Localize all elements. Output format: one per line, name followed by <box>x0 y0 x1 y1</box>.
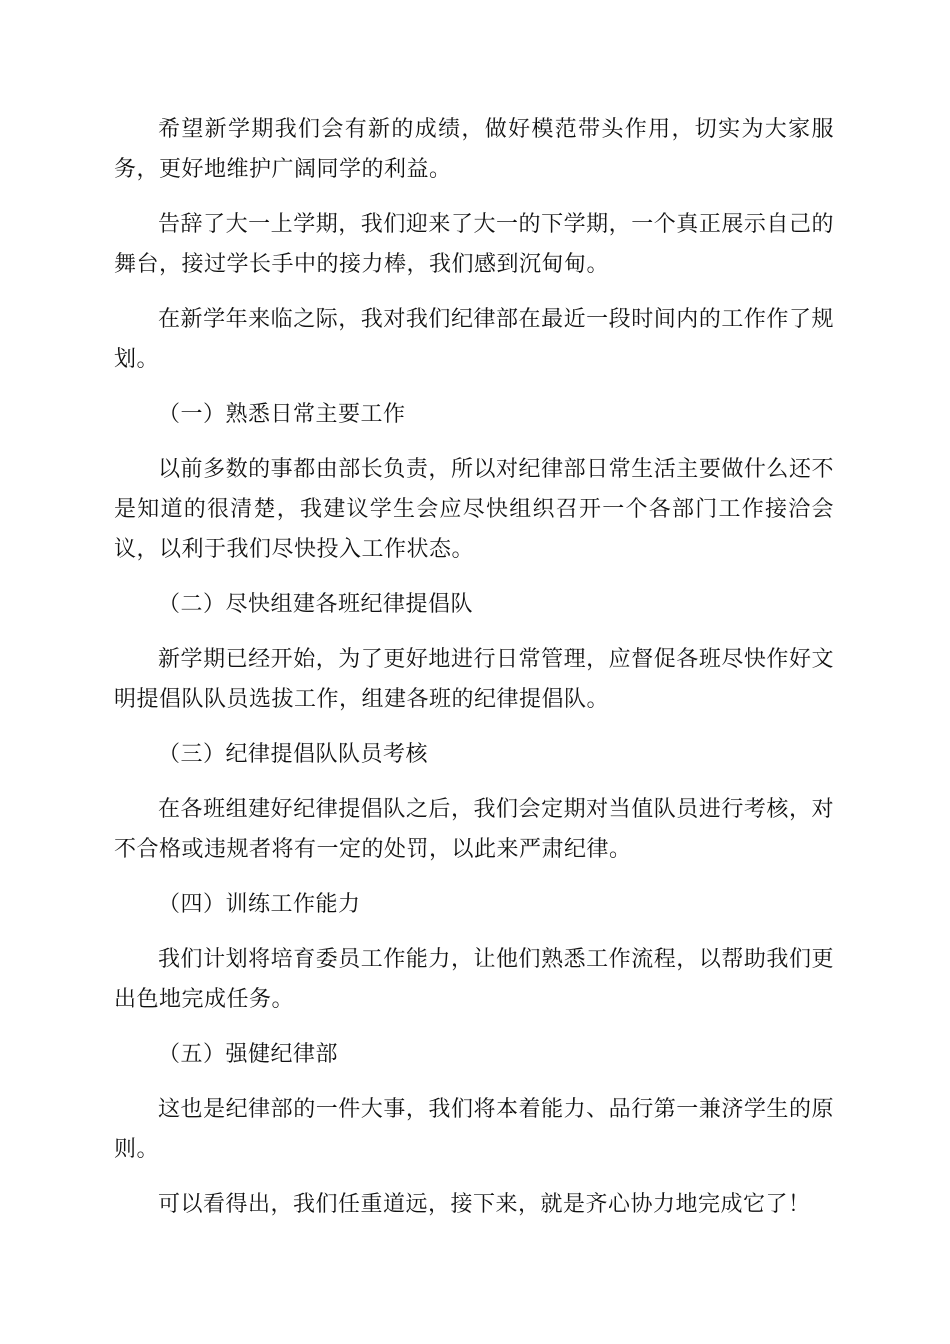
paragraph-9: 可以看得出，我们任重道远，接下来，就是齐心协力地完成它了！ <box>158 1192 811 1217</box>
paragraph-7: 我们计划将培育委员工作能力，让他们熟悉工作流程，以帮助我们更出色地完成任务。 <box>114 947 834 1012</box>
paragraph-4: 以前多数的事都由部长负责，所以对纪律部日常生活主要做什么还不是知道的很清楚，我建议学生会应尽快组织召开一个各部门工作接洽会议，以利于我们尽快投入工作状态。 <box>114 457 834 562</box>
section-heading-3: （三）纪律提倡队队员考核 <box>158 742 429 767</box>
paragraph-5: 新学期已经开始，为了更好地进行日常管理，应督促各班尽快作好文明提倡队队员选拔工作，组建各班的纪律提倡队。 <box>114 647 834 712</box>
section-heading-2: （二）尽快组建各班纪律提倡队 <box>158 592 474 617</box>
section-heading-1: （一）熟悉日常主要工作 <box>158 402 406 427</box>
paragraph-6: 在各班组建好纪律提倡队之后，我们会定期对当值队员进行考核，对不合格或违规者将有一定的处罚，以此来严肃纪律。 <box>114 797 834 862</box>
paragraph-3: 在新学年来临之际，我对我们纪律部在最近一段时间内的工作作了规划。 <box>114 307 834 372</box>
section-heading-5: （五）强健纪律部 <box>158 1042 339 1067</box>
paragraph-2: 告辞了大一上学期，我们迎来了大一的下学期，一个真正展示自己的舞台，接过学长手中的接力棒，我们感到沉甸甸。 <box>114 212 834 277</box>
paragraph-8: 这也是纪律部的一件大事，我们将本着能力、品行第一兼济学生的原则。 <box>114 1097 834 1162</box>
section-heading-4: （四）训练工作能力 <box>158 892 361 917</box>
paragraph-1: 希望新学期我们会有新的成绩，做好模范带头作用，切实为大家服务，更好地维护广阔同学的利益。 <box>114 117 834 182</box>
document-body <box>114 110 834 1240</box>
